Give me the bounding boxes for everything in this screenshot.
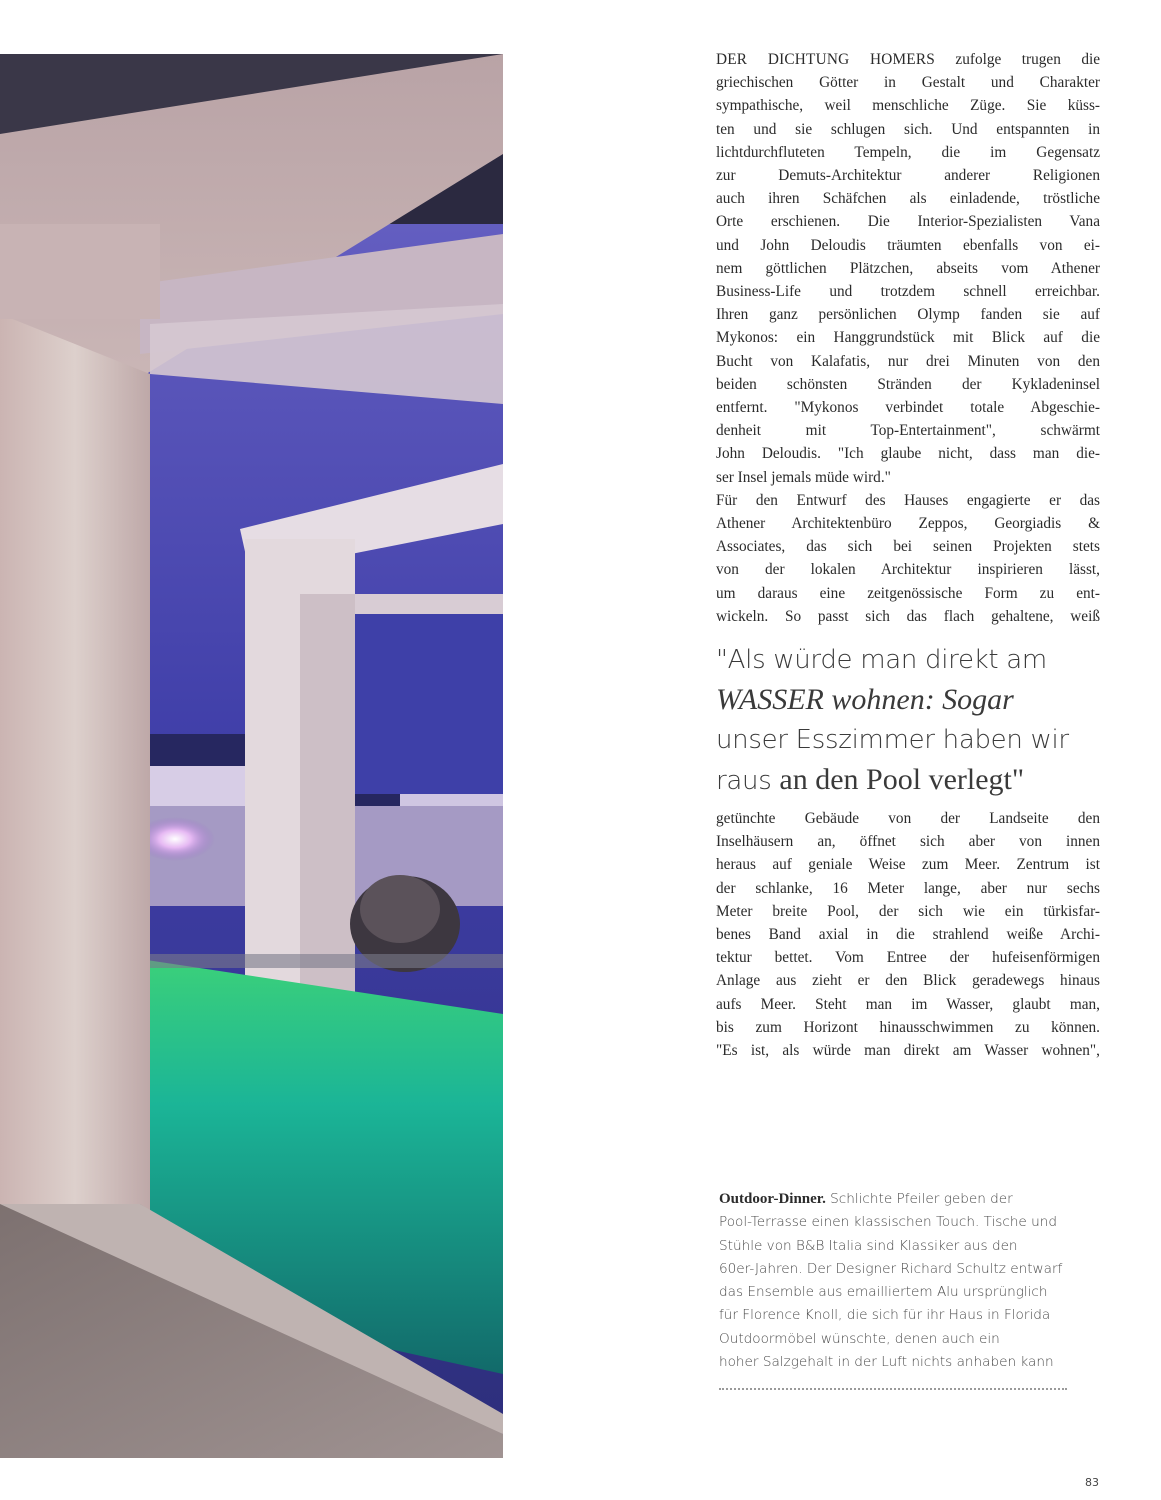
pull-quote — [716, 640, 1116, 801]
article-line: DER DICHTUNG HOMERS zufolge trugen die — [716, 51, 1101, 68]
photo-caption — [719, 1188, 1099, 1374]
article-line: um daraus eine zeitgenössische Form zu ent- — [716, 584, 1100, 602]
article-line: "Es ist, als würde man direkt am Wasser wohnen", — [716, 1042, 1100, 1060]
article-line: Athener Architektenbüro Zeppos, Georgiadis & — [716, 515, 1100, 533]
caption-line: für Florence Knoll, die sich für ihr Haus in Florida — [719, 1307, 1051, 1324]
article-line: Business-Life und trotzdem schnell erreichbar. — [716, 283, 1100, 301]
article-line: lichtdurchfluteten Tempeln, die im Gegensatz — [716, 143, 1100, 161]
pool-photo — [0, 54, 503, 1458]
page-number: 83 — [1085, 1476, 1099, 1489]
article-line: Für den Entwurf des Hauses engagierte er das — [716, 491, 1100, 509]
pull-quote-line: unser Esszimmer haben wir — [716, 725, 1069, 755]
article-line: Orte erschienen. Die Interior-Spezialisten Vana — [716, 213, 1100, 231]
article-line: auch ihren Schäfchen als einladende, tröstliche — [716, 190, 1100, 208]
caption-line: 60er-Jahren. Der Designer Richard Schultz entwarf — [719, 1260, 1063, 1277]
article-line: tektur bettet. Vom Entree der hufeisenförmigen — [716, 949, 1100, 967]
caption-line: Pool-Terrasse einen klassischen Touch. Tische und — [719, 1214, 1057, 1231]
pull-quote-line: raus an den Pool verlegt" — [716, 763, 1025, 796]
article-text-top — [716, 48, 1100, 628]
article-text-bottom — [716, 807, 1100, 1062]
article-line: griechischen Götter in Gestalt und Charakter — [716, 74, 1100, 92]
pull-quote-line: WASSER wohnen: Sogar — [716, 683, 1014, 716]
article-line: beiden schönsten Stränden der Kykladeninsel — [716, 375, 1100, 393]
article-line: benes Band axial in die strahlend weiße Archi- — [716, 926, 1100, 944]
article-line: Bucht von Kalafatis, nur drei Minuten von den — [716, 352, 1100, 370]
article-line: Inselhäusern an, öffnet sich aber von innen — [716, 833, 1100, 851]
article-line: aufs Meer. Steht man im Wasser, glaubt man, — [716, 995, 1100, 1013]
article-line: bis zum Horizont hinausschwimmen zu können. — [716, 1018, 1100, 1036]
article-line: ten und sie schlugen sich. Und entspannten in — [716, 120, 1100, 138]
article-line: Associates, das sich bei seinen Projekten stets — [716, 538, 1100, 556]
article-line: zur Demuts-Architektur anderer Religionen — [716, 167, 1100, 185]
caption-line: Outdoormöbel wünschte, denen auch ein — [719, 1330, 1000, 1347]
article-line: Ihren ganz persönlichen Olymp fanden sie auf — [716, 306, 1100, 324]
caption-line: das Ensemble aus emailliertem Alu ursprünglich — [719, 1284, 1048, 1301]
article-line: Meter breite Pool, der sich wie ein türkisfar- — [716, 902, 1100, 920]
article-line: heraus auf geniale Weise zum Meer. Zentrum ist — [716, 856, 1100, 874]
caption-line: Stühle von B&B Italia sind Klassiker aus den — [719, 1237, 1018, 1254]
article-lead: DER DICHTUNG HOMERS — [716, 51, 935, 68]
article-line: von der lokalen Architektur inspirieren lässt, — [716, 561, 1100, 579]
pool-terrace-illustration — [0, 54, 503, 1458]
caption-title: Outdoor-Dinner. — [719, 1191, 826, 1207]
article-line: ser Insel jemals müde wird." — [716, 468, 891, 486]
article-line: Mykonos: ein Hanggrundstück mit Blick auf die — [716, 329, 1100, 347]
article-line: entfernt. "Mykonos verbindet totale Abgeschie- — [716, 399, 1100, 417]
article-line: John Deloudis. "Ich glaube nicht, dass man die- — [716, 445, 1100, 463]
article-line: und John Deloudis träumten ebenfalls von ei- — [716, 236, 1100, 254]
article-line: nem göttlichen Plätzchen, abseits vom Athener — [716, 259, 1100, 277]
article-line: wickeln. So passt sich das flach gehaltene, weiß — [716, 607, 1100, 625]
caption-dotted-rule — [719, 1388, 1067, 1390]
caption-line: Outdoor-Dinner. Schlichte Pfeiler geben der — [719, 1191, 1013, 1207]
article-line: denheit mit Top-Entertainment", schwärmt — [716, 422, 1100, 440]
article-line: sympathische, weil menschliche Züge. Sie küss- — [716, 97, 1100, 115]
article-line: getünchte Gebäude von der Landseite den — [716, 810, 1100, 827]
article-line: der schlanke, 16 Meter lange, aber nur sechs — [716, 879, 1100, 897]
caption-line: hoher Salzgehalt in der Luft nichts anhaben kann — [719, 1354, 1054, 1371]
pull-quote-line: "Als würde man direkt am — [716, 645, 1047, 675]
article-line: Anlage aus zieht er den Blick geradewegs hinaus — [716, 972, 1100, 990]
